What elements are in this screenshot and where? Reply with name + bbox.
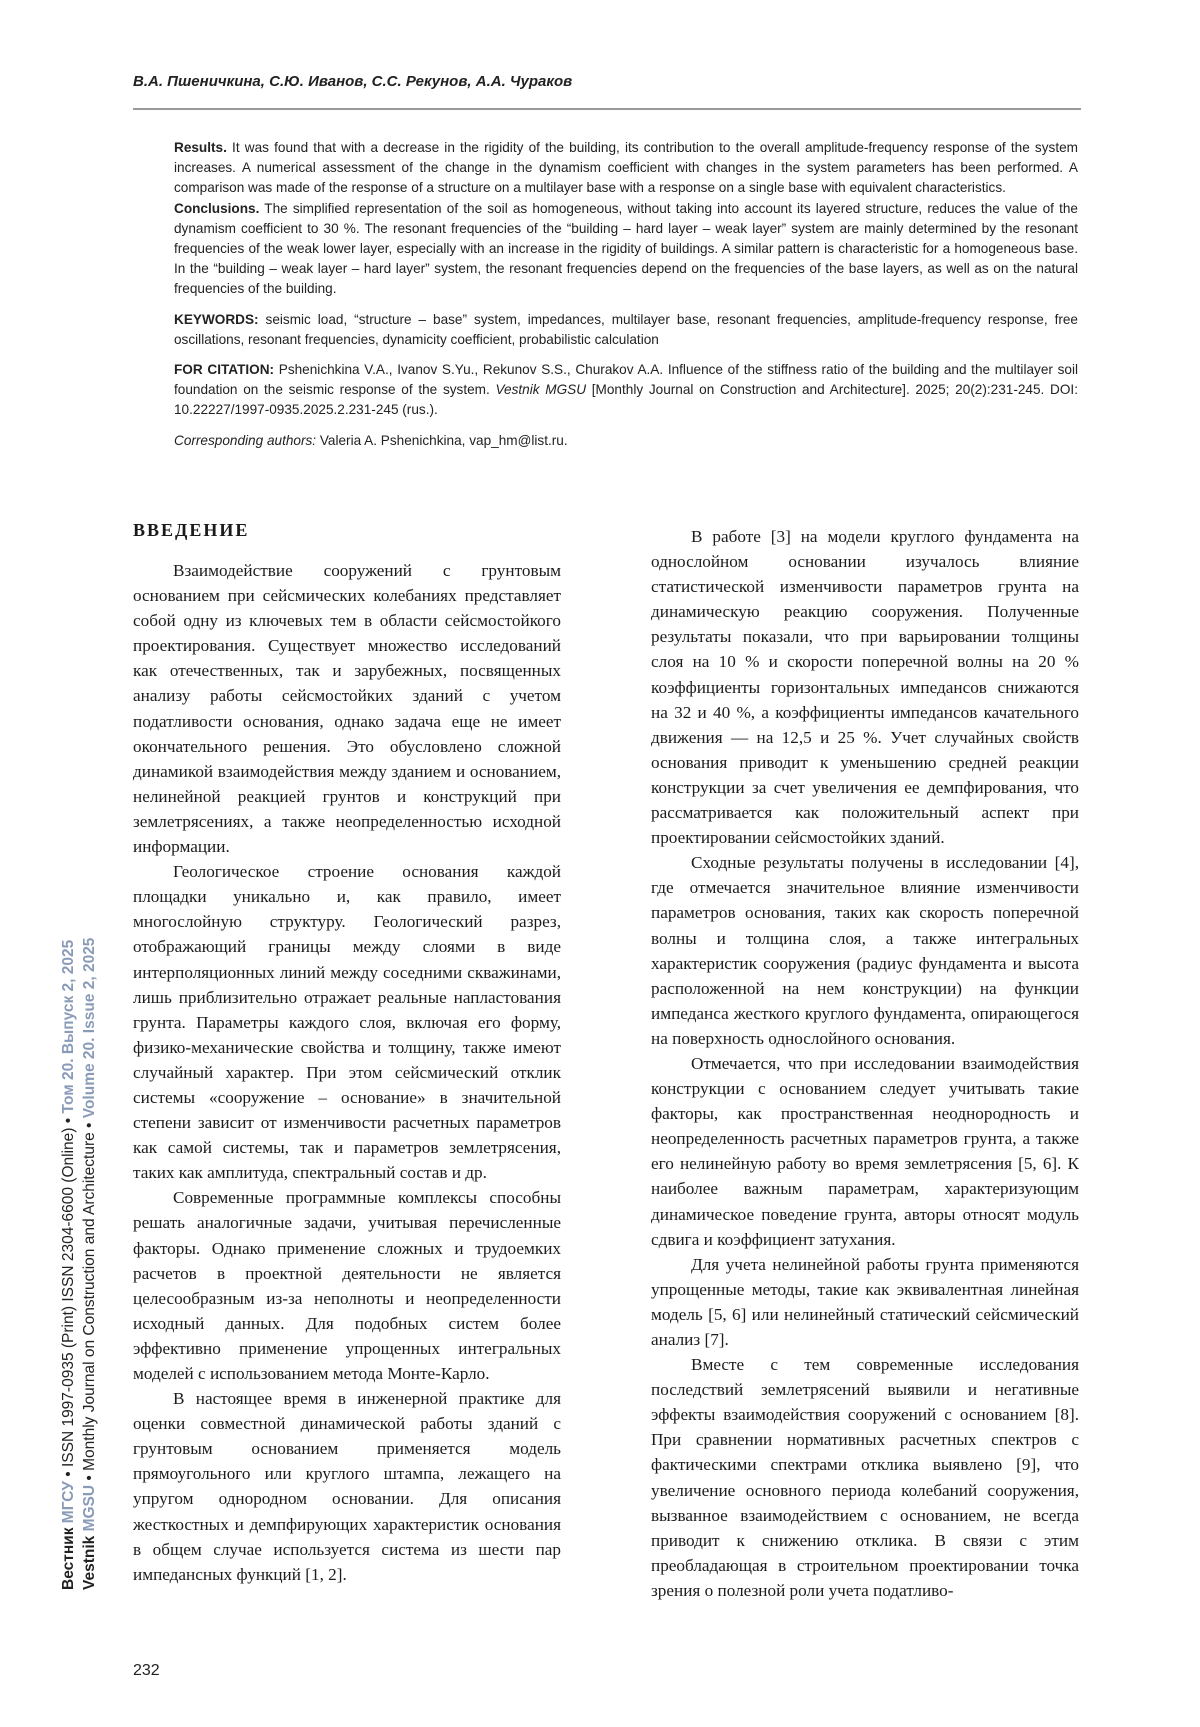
sidebar-issn: • ISSN 1997-0935 (Print) ISSN 2304-6600 (Online) •	[60, 1113, 77, 1482]
citation-text-1: Pshenichkina V.A., Ivanov S.Yu., Rekunov S.S., Churakov A.A. Influence of the stiffness ratio of the building and the multilayer soil foundation on the seismic response of the system.	[174, 362, 1078, 398]
running-header-authors: В.А. Пшеничкина, С.Ю. Иванов, С.С. Рекунов, А.А. Чураков	[133, 73, 573, 90]
results-label: Results.	[174, 140, 227, 155]
body-paragraph: В настоящее время в инженерной практике для оценки совместной динамической работы зданий с грунтовым основанием применяется модель прямоугольного или круглого штампа, лежащего на упругом однородном основании. Для описания жесткостных и демпфирующих характеристик основания в общем случае используется система из шести пар импедансных функций [1, 2].	[133, 1389, 561, 1584]
body-paragraph: В работе [3] на модели круглого фундамента на однослойном основании изучалось влияние статистической изменчивости параметров грунта на динамическую реакцию сооружения. Полученные результаты показали, что при варьировании толщины слоя на 10 % и скорости поперечной волны на 20 % коэффициенты горизонтальных импедансов снижаются на 32 и 40 %, а коэффициенты импедансов качательного движения — на 12,5 и 25 %. Учет случайных свойств основания приводит к уменьшению средней реакции конструкции за счет увеличения ее демпфирования, что рассматривается как положительный аспект при проектировании сейсмостойких зданий.	[651, 527, 1079, 848]
citation-paragraph	[174, 360, 1078, 421]
body-paragraph: Взаимодействие сооружений с грунтовым основанием при сейсмических колебаниях представляет собой одну из ключевых тем в области сейсмостойкого проектирования. Существует множество исследований как отечественных, так и зарубежных, посвященных анализу работы сейсмостойких зданий с учетом податливости основания, однако задача еще не имеет окончательного решения. Это обусловлено сложной динамикой взаимодействия между зданием и основанием, нелинейной реакцией грунтов и конструкций при землетрясениях, а также неопределенностью исходной информации.	[133, 561, 561, 857]
english-abstract	[174, 138, 1078, 451]
right-text-column	[651, 524, 1079, 1603]
results-paragraph	[174, 138, 1078, 199]
sidebar-volume-en: Volume 20. Issue 2, 2025	[81, 937, 98, 1119]
sidebar-journal-en: Vestnik	[81, 1531, 98, 1590]
sidebar-mgsu-en: MGSU	[81, 1484, 98, 1532]
body-paragraph: Отмечается, что при исследовании взаимодействия конструкции с основанием следует учитывать такие факторы, как пространственная неоднородность и неопределенность расчетных параметров грунта, а также его нелинейную работу во время землетрясения [5, 6]. К наиболее важным параметрам, характеризующим динамическое поведение грунта, авторы относят модуль сдвига и коэффициент затухания.	[651, 1053, 1079, 1249]
sidebar-line-russian	[58, 740, 79, 1590]
citation-text-2: [Monthly Journal on Construction and Architecture]. 2025; 20(2):231-245. DOI: 10.22227/1997-0935.2025.2.231-245 (rus.).	[174, 382, 1078, 418]
body-paragraph: Геологическое строение основания каждой площадки уникально и, как правило, имеет многослойную структуру. Геологический разрез, отображающий границы между слоями в виде интерполяционных линий между соседними скважинами, лишь приблизительно отражает реальные напластования грунта. Параметры каждого слоя, включая его форму, физико-механические свойства и толщину, также имеют случайный характер. При этом сейсмический отклик системы «сооружение – основание» в значительной степени зависит от изменчивости расчетных параметров как самой системы, так и параметров землетрясения, таких как амплитуда, спектральный состав и др.	[133, 862, 561, 1183]
conclusions-text: The simplified representation of the soil as homogeneous, without taking into account its layered structure, reduces the value of the dynamism coefficient to 30 %. The resonant frequencies of the “building – hard layer – weak layer” system are mainly determined by the resonant frequencies of the weak lower layer, especially with an increase in the rigidity of buildings. A similar pattern is characteristic for a homogeneous base. In the “building – weak layer – hard layer” system, the resonant frequencies depend on the frequencies of the base layers, as well as on the natural frequencies of the building.	[174, 200, 1078, 297]
results-text: It was found that with a decrease in the rigidity of the building, its contribution to the overall amplitude-frequency response of the system increases. A numerical assessment of the change in the dynamism coefficient with changes in the system parameters has been performed. A comparison was made of the response of a structure on a multilayer base with a response on a single base with equivalent characteristics.	[174, 140, 1078, 196]
journal-sidebar	[58, 740, 108, 1590]
page-number: 232	[133, 1662, 160, 1679]
sidebar-journal-ru: Вестник	[60, 1523, 77, 1590]
conclusions-label: Conclusions.	[174, 200, 260, 216]
citation-journal: Vestnik MGSU	[495, 382, 587, 398]
corresponding-label: Corresponding authors:	[174, 432, 317, 448]
citation-label: FOR CITATION:	[174, 362, 275, 378]
body-paragraph: Вместе с тем современные исследования последствий землетрясений выявили и негативные эффекты взаимодействия сооружений с основанием [8]. При сравнении нормативных расчетных спектров с фактическими спектрами отклика выявлено [9], что увеличение основного периода колебаний сооружения, вызванное взаимодействием с основанием, не всегда приводит к снижению отклика. В связи с этим преобладающая в строительном проектировании точка зрения о полезной роли учета податливо-	[651, 1355, 1079, 1600]
corresponding-text: Valeria A. Pshenichkina, vap_hm@list.ru.	[316, 432, 568, 448]
section-title-introduction: ВВЕДЕНИЕ	[133, 520, 250, 540]
body-paragraph: Для учета нелинейной работы грунта применяются упрощенные методы, такие как эквивалентная линейная модель [5, 6] или нелинейный статический сейсмический анализ [7].	[651, 1254, 1079, 1349]
body-paragraph: Сходные результаты получены в исследовании [4], где отмечается значительное влияние изменчивости параметров основания, таких как скорость поперечной волны и толщина слоя, а также интегральных характеристик сооружения (радиус фундамента и высота расположенной на нем конструкции) на функции импеданса жесткого круглого фундамента, опирающегося на поверхность однослойного основания.	[651, 853, 1079, 1048]
keywords-label: KEYWORDS:	[174, 311, 259, 327]
body-paragraph: Современные программные комплексы способны решать аналогичные задачи, учитывая перечисленные факторы. Однако применение сложных и трудоемких расчетов в проектной деятельности не является целесообразным из-за неполноты и неопределенности исходный данных. Для подобных систем более эффективно применение упрощенных интегральных моделей с использованием метода Монте-Карло.	[133, 1188, 561, 1383]
keywords-paragraph	[174, 310, 1078, 350]
sidebar-volume-ru: Том 20. Выпуск 2, 2025	[60, 939, 77, 1114]
corresponding-paragraph	[174, 431, 1078, 451]
header-divider	[133, 108, 1081, 110]
left-text-column	[133, 558, 561, 1587]
keywords-text: seismic load, “structure – base” system, impedances, multilayer base, resonant frequencies, amplitude-frequency response, free oscillations, resonant frequencies, dynamicity coefficient, probabilistic calculation	[174, 311, 1078, 347]
sidebar-line-english	[79, 740, 100, 1590]
conclusions-paragraph	[174, 199, 1078, 300]
sidebar-mgsu-ru: МГСУ	[60, 1481, 77, 1524]
sidebar-journal-subtitle: • Monthly Journal on Construction and Architecture •	[81, 1118, 98, 1485]
